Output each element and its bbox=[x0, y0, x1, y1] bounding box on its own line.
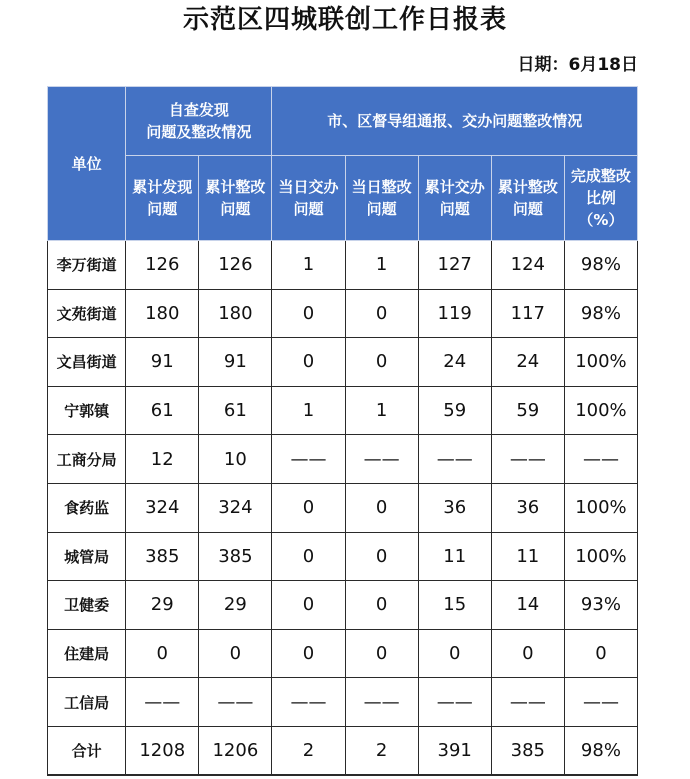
report-date: 日期：6月18日 bbox=[517, 55, 638, 75]
table-cell: 0 bbox=[345, 289, 418, 338]
cell-unit: 工信局 bbox=[48, 678, 126, 727]
table-cell: 124 bbox=[491, 241, 564, 290]
table-cell: 100% bbox=[564, 338, 637, 387]
table-cell: 91 bbox=[126, 338, 199, 387]
table-cell: 36 bbox=[491, 483, 564, 532]
cell-unit: 文昌街道 bbox=[48, 338, 126, 387]
table-cell: 0 bbox=[345, 483, 418, 532]
table-cell: 98% bbox=[564, 289, 637, 338]
header-supervision-group: 市、区督导组通报、交办问题整改情况 bbox=[272, 87, 638, 156]
table-cell: 2 bbox=[345, 726, 418, 775]
header-col-cumulative-assigned: 累计交办 问题 bbox=[418, 156, 491, 241]
table-cell: 324 bbox=[126, 483, 199, 532]
table-cell: 24 bbox=[491, 338, 564, 387]
cell-unit: 文苑街道 bbox=[48, 289, 126, 338]
table-cell: —— bbox=[126, 678, 199, 727]
table-row bbox=[48, 483, 638, 532]
table-cell: 1 bbox=[272, 386, 345, 435]
table-cell: —— bbox=[272, 435, 345, 484]
table-cell: 98% bbox=[564, 726, 637, 775]
table-cell: 0 bbox=[272, 532, 345, 581]
table-cell: 0 bbox=[272, 289, 345, 338]
table-cell: 29 bbox=[126, 581, 199, 630]
table-cell: 0 bbox=[345, 338, 418, 387]
table-cell: —— bbox=[564, 678, 637, 727]
table-cell: 126 bbox=[199, 241, 272, 290]
header-self-check-group: 自查发现 问题及整改情况 bbox=[126, 87, 272, 156]
cell-unit: 城管局 bbox=[48, 532, 126, 581]
table-row bbox=[48, 581, 638, 630]
header-col-cumulative-fixed: 累计整改 问题 bbox=[199, 156, 272, 241]
table-cell: 1 bbox=[345, 241, 418, 290]
table-cell: 324 bbox=[199, 483, 272, 532]
table-cell: 0 bbox=[345, 532, 418, 581]
table-cell: 100% bbox=[564, 532, 637, 581]
table-cell: 61 bbox=[199, 386, 272, 435]
cell-unit: 工商分局 bbox=[48, 435, 126, 484]
table-cell: —— bbox=[418, 435, 491, 484]
table-cell: 0 bbox=[126, 629, 199, 678]
report-title: 示范区四城联创工作日报表 bbox=[182, 5, 507, 35]
table-cell: —— bbox=[199, 678, 272, 727]
table-cell: 98% bbox=[564, 241, 637, 290]
cell-unit: 宁郭镇 bbox=[48, 386, 126, 435]
table-row bbox=[48, 629, 638, 678]
table-cell: 59 bbox=[491, 386, 564, 435]
table-cell: —— bbox=[345, 435, 418, 484]
table-cell: 180 bbox=[199, 289, 272, 338]
table-row bbox=[48, 435, 638, 484]
table-cell: 1 bbox=[345, 386, 418, 435]
table-cell: 385 bbox=[491, 726, 564, 775]
header-col-daily-assigned: 当日交办 问题 bbox=[272, 156, 345, 241]
table-cell: 1 bbox=[272, 241, 345, 290]
cell-unit: 卫健委 bbox=[48, 581, 126, 630]
table-cell: 11 bbox=[418, 532, 491, 581]
table-cell: 180 bbox=[126, 289, 199, 338]
cell-unit: 李万街道 bbox=[48, 241, 126, 290]
table-cell: 61 bbox=[126, 386, 199, 435]
table-cell: —— bbox=[345, 678, 418, 727]
table-cell: 0 bbox=[418, 629, 491, 678]
table-cell: 127 bbox=[418, 241, 491, 290]
header-col-cumulative-fixed-assigned: 累计整改 问题 bbox=[491, 156, 564, 241]
table-cell: 0 bbox=[272, 338, 345, 387]
table-cell: 119 bbox=[418, 289, 491, 338]
table-cell: 15 bbox=[418, 581, 491, 630]
table-row bbox=[48, 241, 638, 290]
table-cell: 29 bbox=[199, 581, 272, 630]
table-cell: 59 bbox=[418, 386, 491, 435]
table-cell: —— bbox=[418, 678, 491, 727]
cell-unit: 食药监 bbox=[48, 483, 126, 532]
header-col-daily-fixed: 当日整改 问题 bbox=[345, 156, 418, 241]
table-cell: 117 bbox=[491, 289, 564, 338]
header-col-completion-ratio: 完成整改 比例 （%） bbox=[564, 156, 637, 241]
table-cell: 100% bbox=[564, 483, 637, 532]
table-cell: —— bbox=[272, 678, 345, 727]
table-cell: 2 bbox=[272, 726, 345, 775]
table-cell: 0 bbox=[564, 629, 637, 678]
table-cell: 391 bbox=[418, 726, 491, 775]
table-body bbox=[48, 241, 638, 776]
table-row bbox=[48, 678, 638, 727]
cell-unit: 住建局 bbox=[48, 629, 126, 678]
table-cell: 10 bbox=[199, 435, 272, 484]
table-cell: 14 bbox=[491, 581, 564, 630]
table-row bbox=[48, 289, 638, 338]
table-cell: —— bbox=[491, 435, 564, 484]
table-cell: 12 bbox=[126, 435, 199, 484]
report-table bbox=[47, 86, 638, 776]
table-cell: —— bbox=[491, 678, 564, 727]
cell-unit: 合计 bbox=[48, 726, 126, 775]
table-cell: 100% bbox=[564, 386, 637, 435]
table-cell: —— bbox=[564, 435, 637, 484]
table-cell: 0 bbox=[345, 629, 418, 678]
table-cell: 24 bbox=[418, 338, 491, 387]
table-cell: 93% bbox=[564, 581, 637, 630]
table-cell: 0 bbox=[491, 629, 564, 678]
table-cell: 385 bbox=[199, 532, 272, 581]
table-cell: 0 bbox=[199, 629, 272, 678]
bottom-divider bbox=[47, 774, 638, 775]
table-cell: 0 bbox=[272, 483, 345, 532]
table-cell: 126 bbox=[126, 241, 199, 290]
header-unit: 单位 bbox=[48, 87, 126, 241]
table-cell: 11 bbox=[491, 532, 564, 581]
table-row bbox=[48, 386, 638, 435]
table-cell: 0 bbox=[272, 629, 345, 678]
header-col-cumulative-found: 累计发现 问题 bbox=[126, 156, 199, 241]
table-cell: 0 bbox=[272, 581, 345, 630]
table-cell: 0 bbox=[345, 581, 418, 630]
table-cell: 1206 bbox=[199, 726, 272, 775]
table-cell: 91 bbox=[199, 338, 272, 387]
table-cell: 385 bbox=[126, 532, 199, 581]
table-row-total bbox=[48, 726, 638, 775]
table-cell: 36 bbox=[418, 483, 491, 532]
table-row bbox=[48, 532, 638, 581]
table-row bbox=[48, 338, 638, 387]
table-cell: 1208 bbox=[126, 726, 199, 775]
